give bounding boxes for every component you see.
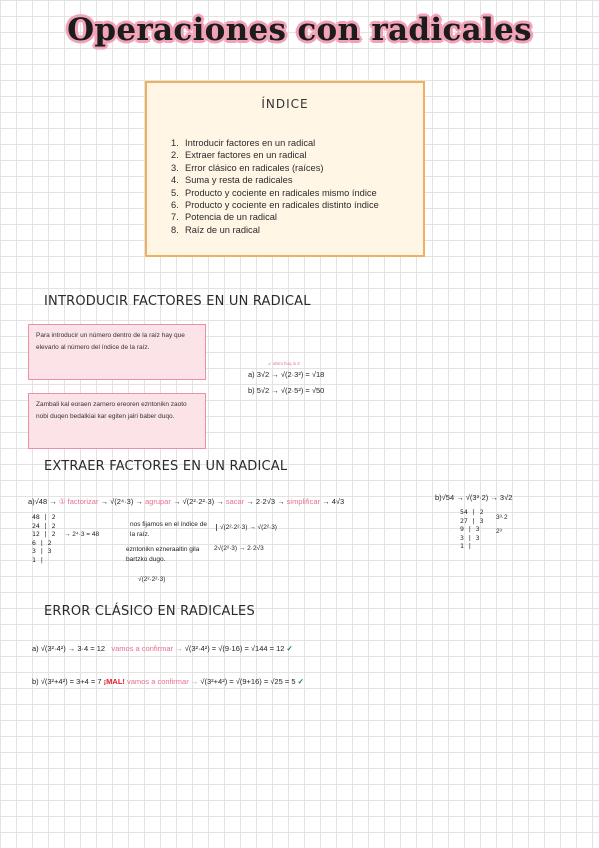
extraer-example-a: a)√48 → ① factorizar → √(2⁴·3) → agrupar → √(2²·2²·3) → sacar → 2·2√3 → simplificar → 4√3 xyxy=(28,497,345,506)
rule-box-introducir: Para introducir un número dentro de la raíz hay que elevarlo al número del índice de la raíz. xyxy=(28,324,206,380)
index-item-7: 7. Potencia de un radical xyxy=(171,212,277,223)
example-a-introducir: a) 3√2 → √(2·3²) = √18 xyxy=(248,370,325,379)
index-item-6: 6. Producto y cociente en radicales distinto índice xyxy=(171,200,379,211)
index-list xyxy=(171,137,379,236)
section-title-extraer: EXTRAER FACTORES EN UN RADICAL xyxy=(44,459,288,474)
index-heading: ÍNDICE xyxy=(261,97,309,111)
extraer-example-b: b)√54 → √(3³·2) → 3√2 xyxy=(435,493,513,502)
index-item-3: 3. Error clásico en radicales (raíces) xyxy=(171,162,324,173)
section-title-error: ERROR CLÁSICO EN RADICALES xyxy=(44,604,255,619)
index-item-2: 2. Extraer factores en un radical xyxy=(171,150,307,161)
factor-result-54: 3³·2 xyxy=(496,514,508,521)
check-icon: ✓ xyxy=(286,644,293,653)
example-b-introducir: b) 5√2 → √(2·5²) = √50 xyxy=(248,386,325,395)
boxed-step-1: √(2²·2²·3) → √(2²·3) xyxy=(216,524,277,531)
index-item-1: 1. Introducir factores en un radical xyxy=(171,138,316,148)
under-expression: √(2²·2²·3) xyxy=(138,576,166,583)
factor-table-54: 54 | 2 27 | 3 9 | 3 3 | 3 1 | xyxy=(460,508,484,550)
error-example-b: b) √(3²+4²) = 3+4 = 7 ¡MAL! vamos a confirmar → √(3²+4²) = √(9+16) = √25 = 5 ✓ xyxy=(32,677,304,686)
boxed-step-2: 2√(2²·3) → 2·2√3 xyxy=(214,545,264,552)
annotation-note: ↙ ahmi huq is 2 xyxy=(268,361,300,366)
index-box xyxy=(145,81,425,257)
index-item-4: 4. Suma y resta de radicales xyxy=(171,175,293,186)
factor-result-54-2: 2³ xyxy=(496,528,502,535)
index-item-8: 8. Raíz de un radical xyxy=(171,224,260,235)
rule-box-introducir-2: Zambali kal eoraen zarnero ereoren ezntonikn zaoto nobi duqen bedalkiai kar egiten jalri baber duqo. xyxy=(28,393,206,449)
section-title-introducir: INTRODUCIR FACTORES EN UN RADICAL xyxy=(44,294,311,309)
factor-table-48: 48 | 2 24 | 2 12 | 2 6 | 2 3 | 3 1 | xyxy=(32,513,56,564)
factor-result-48: → 2⁴·3 = 48 xyxy=(64,531,100,538)
error-example-a: a) √(3²·4²) → 3·4 = 12 vamos a confirmar → √(3²·4²) = √(9·16) = √144 = 12 ✓ xyxy=(32,644,293,653)
wrong-label: ¡MAL! xyxy=(103,677,125,686)
check-icon: ✓ xyxy=(297,677,304,686)
note-extraer: ezntonikn ezneraaltin gila bartzko dugo. xyxy=(126,546,200,563)
note-indice: nos fijamos en el índice de la raíz. xyxy=(130,521,207,538)
page-title: Operaciones con radicales xyxy=(67,12,532,48)
index-item-5: 5. Producto y cociente en radicales mismo índice xyxy=(171,187,377,198)
